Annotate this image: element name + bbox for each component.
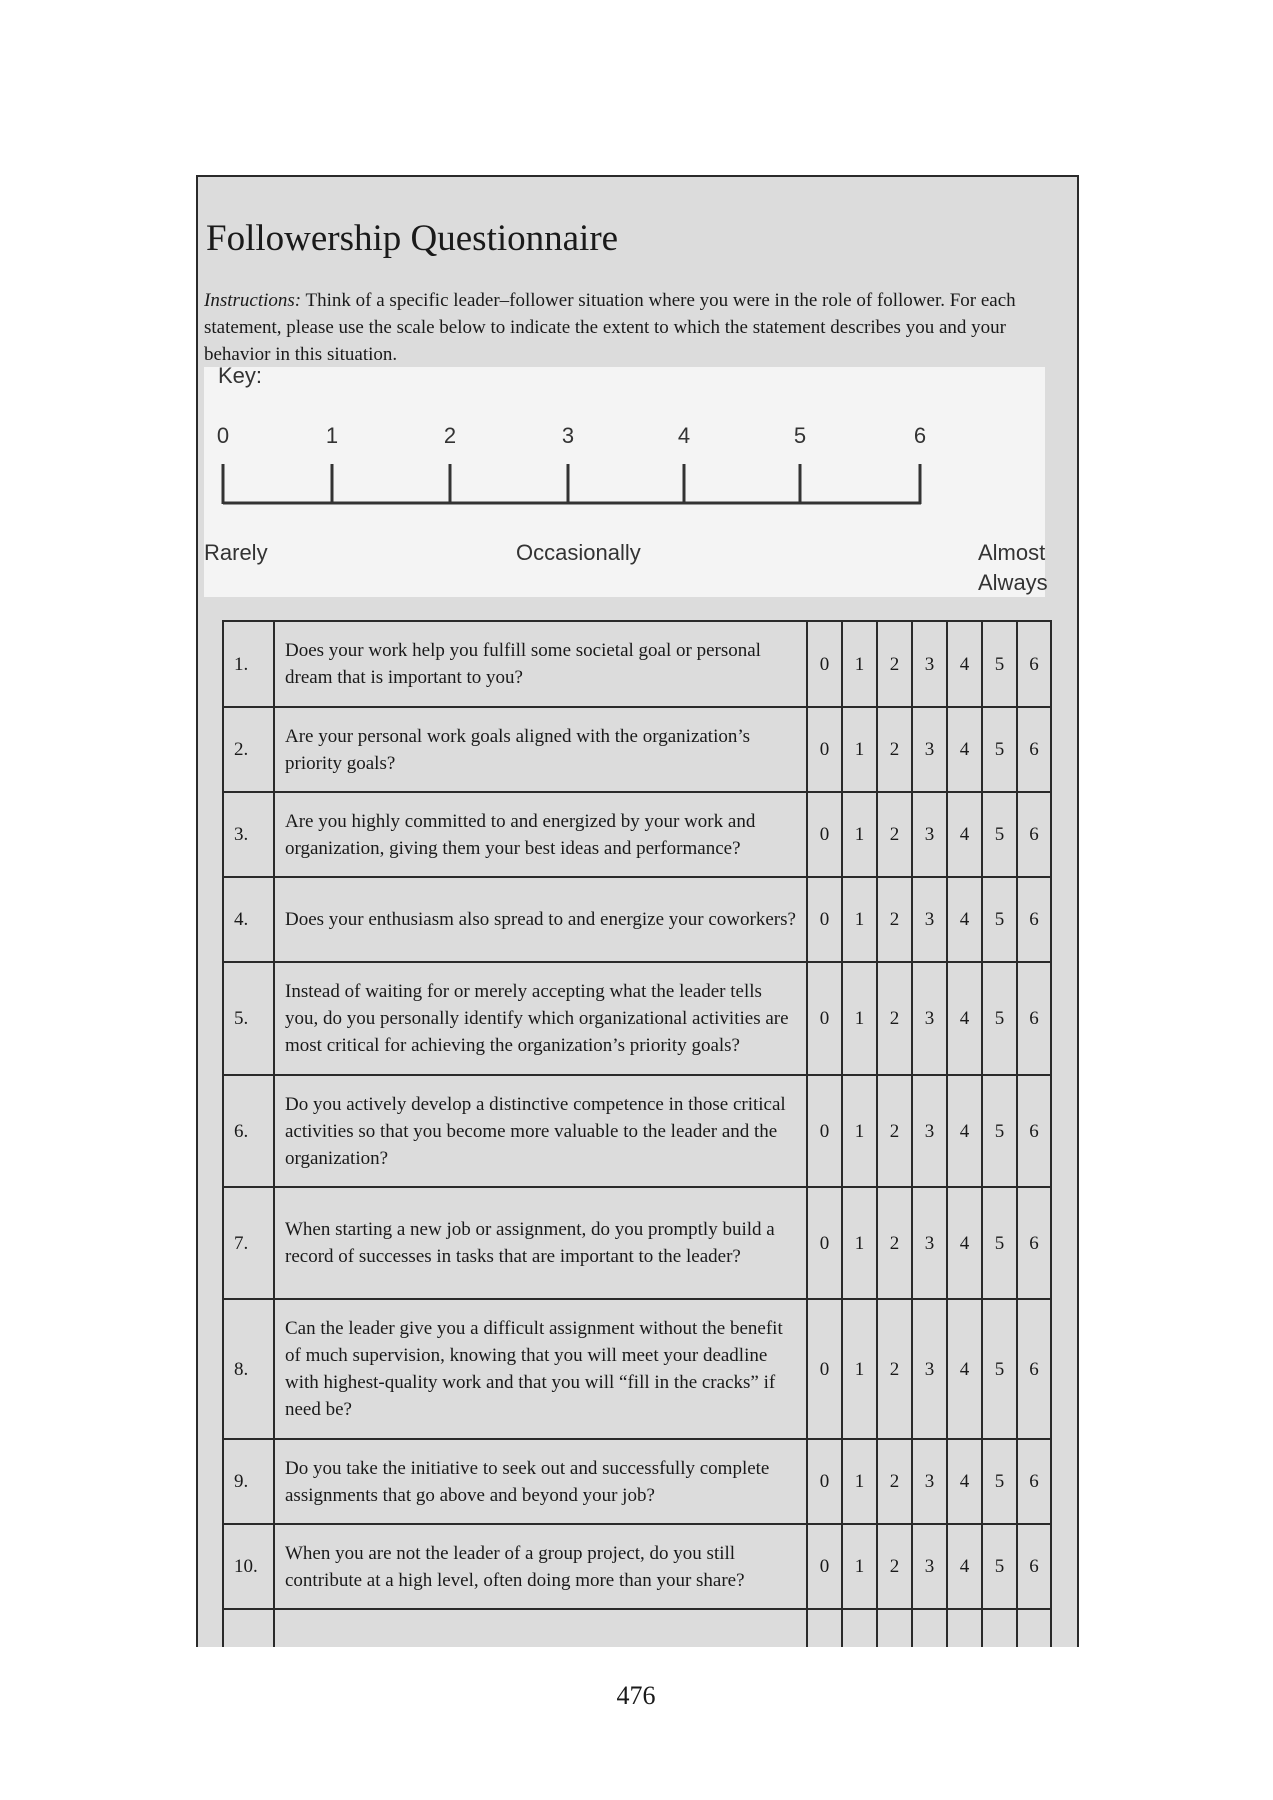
rating-option-3[interactable]: 3	[912, 962, 947, 1075]
table-row	[223, 792, 1051, 877]
rating-option-3[interactable]: 3	[912, 1299, 947, 1439]
rating-option-4[interactable]: 4	[947, 1439, 982, 1524]
question-text: Do you take the initiative to seek out and successfully complete assignments that go above and beyond your job?	[274, 1439, 807, 1524]
rating-option-6[interactable]: 6	[1017, 621, 1051, 707]
rating-option-2[interactable]: 2	[877, 1075, 912, 1187]
low-anchor: Rarely	[204, 540, 268, 565]
rating-option-2[interactable]: 2	[877, 1299, 912, 1439]
rating-option-0[interactable]: 0	[807, 1299, 842, 1439]
key-label: Key:	[218, 363, 263, 388]
rating-option-1[interactable]: 1	[842, 1439, 877, 1524]
rating-option-1[interactable]: 1	[842, 792, 877, 877]
scale-value: 0	[216, 423, 230, 448]
rating-option-empty	[1017, 1609, 1051, 1647]
question-number: 1.	[223, 621, 274, 707]
instructions	[204, 287, 1066, 368]
rating-option-1[interactable]: 1	[842, 621, 877, 707]
rating-option-6[interactable]: 6	[1017, 1075, 1051, 1187]
rating-option-1[interactable]: 1	[842, 962, 877, 1075]
question-text: Are your personal work goals aligned with the organization’s priority goals?	[274, 707, 807, 792]
rating-option-3[interactable]: 3	[912, 1439, 947, 1524]
rating-option-6[interactable]: 6	[1017, 1524, 1051, 1609]
scale-value: 2	[443, 423, 457, 448]
instructions-text: Think of a specific leader–follower situation where you were in the role of follower. For each statement, please use the scale below to indicate the extent to which the statement describes you and your behavior in this situation.	[204, 290, 1016, 365]
rating-option-empty	[877, 1609, 912, 1647]
rating-option-4[interactable]: 4	[947, 1524, 982, 1609]
table-row	[223, 1187, 1051, 1299]
rating-option-4[interactable]: 4	[947, 1299, 982, 1439]
question-number: 6.	[223, 1075, 274, 1187]
rating-option-1[interactable]: 1	[842, 1075, 877, 1187]
rating-option-6[interactable]: 6	[1017, 1439, 1051, 1524]
table-row	[223, 877, 1051, 962]
table-row	[223, 1075, 1051, 1187]
rating-option-3[interactable]: 3	[912, 1075, 947, 1187]
rating-option-empty	[982, 1609, 1017, 1647]
rating-option-5[interactable]: 5	[982, 1439, 1017, 1524]
question-number: 7.	[223, 1187, 274, 1299]
rating-option-4[interactable]: 4	[947, 877, 982, 962]
rating-option-5[interactable]: 5	[982, 621, 1017, 707]
scale-value: 5	[793, 423, 807, 448]
rating-option-5[interactable]: 5	[982, 877, 1017, 962]
rating-option-3[interactable]: 3	[912, 1524, 947, 1609]
rating-option-2[interactable]: 2	[877, 1524, 912, 1609]
question-text-empty	[274, 1609, 807, 1647]
scale-value: 6	[913, 423, 927, 448]
rating-option-empty	[807, 1609, 842, 1647]
rating-option-3[interactable]: 3	[912, 792, 947, 877]
question-text: When starting a new job or assignment, do you promptly build a record of successes in tasks that are important to the leader?	[274, 1187, 807, 1299]
rating-option-4[interactable]: 4	[947, 1075, 982, 1187]
question-number: 8.	[223, 1299, 274, 1439]
question-number: 5.	[223, 962, 274, 1075]
table-row	[223, 962, 1051, 1075]
rating-option-1[interactable]: 1	[842, 707, 877, 792]
rating-option-0[interactable]: 0	[807, 707, 842, 792]
rating-option-4[interactable]: 4	[947, 707, 982, 792]
rating-option-6[interactable]: 6	[1017, 1299, 1051, 1439]
page-number: 476	[616, 1681, 656, 1710]
table-row	[223, 621, 1051, 707]
rating-option-5[interactable]: 5	[982, 1075, 1017, 1187]
rating-option-empty	[912, 1609, 947, 1647]
rating-option-1[interactable]: 1	[842, 1524, 877, 1609]
rating-option-1[interactable]: 1	[842, 1187, 877, 1299]
rating-option-3[interactable]: 3	[912, 1187, 947, 1299]
scale-value: 1	[325, 423, 339, 448]
rating-option-2[interactable]: 2	[877, 877, 912, 962]
rating-option-2[interactable]: 2	[877, 962, 912, 1075]
rating-option-0[interactable]: 0	[807, 1187, 842, 1299]
rating-option-4[interactable]: 4	[947, 962, 982, 1075]
question-text: Instead of waiting for or merely accepting what the leader tells you, do you personally identify which organizational activities are most critical for achieving the organization’s priority goals?	[274, 962, 807, 1075]
rating-key	[204, 363, 1048, 597]
scale-value: 3	[561, 423, 575, 448]
rating-option-6[interactable]: 6	[1017, 792, 1051, 877]
scale-value: 4	[677, 423, 691, 448]
questionnaire-panel	[196, 175, 1079, 1647]
rating-option-0[interactable]: 0	[807, 621, 842, 707]
rating-option-6[interactable]: 6	[1017, 877, 1051, 962]
question-text: Do you actively develop a distinctive competence in those critical activities so that you become more valuable to the leader and the organization?	[274, 1075, 807, 1187]
rating-option-5[interactable]: 5	[982, 1299, 1017, 1439]
rating-option-1[interactable]: 1	[842, 1299, 877, 1439]
question-text: Does your work help you fulfill some societal goal or personal dream that is important to you?	[274, 621, 807, 707]
rating-option-0[interactable]: 0	[807, 877, 842, 962]
rating-option-3[interactable]: 3	[912, 621, 947, 707]
question-text: Can the leader give you a difficult assignment without the benefit of much supervision, knowing that you will meet your deadline with highest-quality work and that you will “fill in the cracks” if need be?	[274, 1299, 807, 1439]
question-number-empty	[223, 1609, 274, 1647]
rating-option-2[interactable]: 2	[877, 792, 912, 877]
rating-option-0[interactable]: 0	[807, 792, 842, 877]
question-number: 9.	[223, 1439, 274, 1524]
table-row-continued	[223, 1609, 1051, 1647]
question-text: Does your enthusiasm also spread to and energize your coworkers?	[274, 877, 807, 962]
instructions-label: Instructions:	[204, 290, 302, 311]
rating-option-4[interactable]: 4	[947, 792, 982, 877]
table-row	[223, 1299, 1051, 1439]
rating-option-6[interactable]: 6	[1017, 1187, 1051, 1299]
rating-option-4[interactable]: 4	[947, 1187, 982, 1299]
question-number: 3.	[223, 792, 274, 877]
rating-option-0[interactable]: 0	[807, 1524, 842, 1609]
table-row	[223, 1439, 1051, 1524]
rating-option-2[interactable]: 2	[877, 1439, 912, 1524]
rating-option-5[interactable]: 5	[982, 792, 1017, 877]
question-number: 2.	[223, 707, 274, 792]
questions-table	[222, 620, 1052, 1647]
question-text: Are you highly committed to and energized by your work and organization, giving them your best ideas and performance?	[274, 792, 807, 877]
rating-option-0[interactable]: 0	[807, 1075, 842, 1187]
rating-option-empty	[947, 1609, 982, 1647]
rating-option-5[interactable]: 5	[982, 707, 1017, 792]
rating-option-2[interactable]: 2	[877, 621, 912, 707]
mid-anchor: Occasionally	[516, 540, 641, 565]
rating-option-3[interactable]: 3	[912, 707, 947, 792]
rating-option-5[interactable]: 5	[982, 1524, 1017, 1609]
rating-option-4[interactable]: 4	[947, 621, 982, 707]
rating-option-0[interactable]: 0	[807, 962, 842, 1075]
table-row	[223, 707, 1051, 792]
high-anchor-line2: Always	[978, 570, 1048, 595]
question-text: When you are not the leader of a group project, do you still contribute at a high level, often doing more than your share?	[274, 1524, 807, 1609]
rating-option-1[interactable]: 1	[842, 877, 877, 962]
page-title: Followership Questionnaire	[206, 218, 619, 259]
table-row	[223, 1524, 1051, 1609]
high-anchor-line1: Almost	[978, 540, 1046, 565]
rating-option-5[interactable]: 5	[982, 962, 1017, 1075]
question-number: 10.	[223, 1524, 274, 1609]
rating-option-6[interactable]: 6	[1017, 962, 1051, 1075]
question-number: 4.	[223, 877, 274, 962]
rating-option-5[interactable]: 5	[982, 1187, 1017, 1299]
rating-option-0[interactable]: 0	[807, 1439, 842, 1524]
rating-option-empty	[842, 1609, 877, 1647]
rating-option-2[interactable]: 2	[877, 707, 912, 792]
rating-option-3[interactable]: 3	[912, 877, 947, 962]
rating-option-2[interactable]: 2	[877, 1187, 912, 1299]
rating-option-6[interactable]: 6	[1017, 707, 1051, 792]
